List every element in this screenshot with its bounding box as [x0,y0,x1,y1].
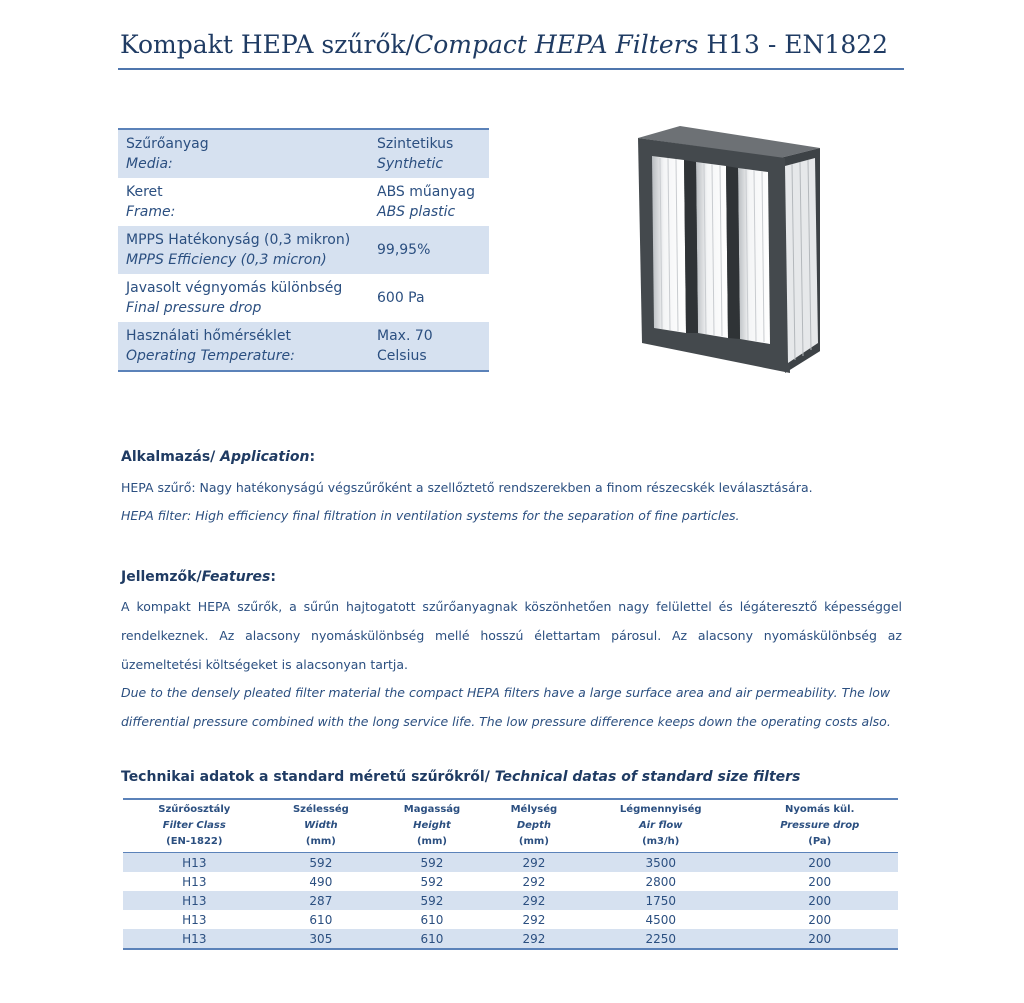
application-heading: Alkalmazás/ Application: [121,449,316,465]
table-row: H13 610 610 292 4500 200 [182,912,832,927]
tech-col-header: Szélesség Width (mm) [266,799,377,853]
spec-key-en: MPPS Efficiency (0,3 micron) [126,252,327,268]
spec-row-temperature [118,322,489,371]
spec-key-en: Operating Temperature: [126,348,295,364]
tech-heading: Technikai adatok a standard méretű szűrőkről/ Technical datas of standard size filters [121,769,801,785]
tech-col-header: Légmennyiség Air flow (m3/h) [580,799,741,853]
table-row: H13 305 610 292 2250 200 [123,929,898,949]
tech-col-header: Mélység Depth (mm) [488,799,580,853]
spec-key-hu: MPPS Hatékonyság (0,3 mikron) [126,232,351,248]
spec-value: 99,95% [369,226,489,274]
tech-header-row [123,799,898,853]
spec-key-en: Media: [126,156,173,172]
features-text-en: Due to the densely pleated filter material the compact HEPA filters have a large surface area and air permeability. The low differential pressure combined with the long service life. The low pressure difference keeps down the operating costs also. [121,685,891,729]
hepa-filter-image [620,118,820,378]
spec-key-hu: Szűrőanyag [126,136,209,152]
application-text-en: HEPA filter: High efficiency final filtration in ventilation systems for the separation of fine particles. [121,508,740,523]
tech-table [123,798,898,950]
tech-col-header: Magasság Height (mm) [376,799,488,853]
spec-value-hu: Szintetikus [377,136,454,152]
features-text-hu: A kompakt HEPA szűrők, a sűrűn hajtogatott szűrőanyagnak köszönhetően nagy felülettel és légáteresztő képességgel rendelkeznek. Az alacsony nyomáskülönbség mellé hosszú élettartam párosul. Az alacsony nyomáskülönbség az üzemeltetési költségeket is alacsonyan tartja. [121,599,902,672]
spec-value-en: Synthetic [377,156,444,172]
tech-col-header: Nyomás kül. Pressure drop (Pa) [741,799,898,853]
features-heading: Jellemzők/Features: [121,569,276,585]
title-en: Compact HEPA Filters [414,30,699,59]
spec-value: 600 Pa [377,290,425,306]
spec-row-pressure [118,274,489,322]
spec-key-hu: Javasolt végnyomás különbség [126,280,343,296]
spec-value-en: ABS plastic [377,204,456,220]
spec-row-media [118,129,489,178]
spec-value-hu: ABS műanyag [377,184,475,200]
table-row: H13 490 592 292 2800 200 [182,874,832,889]
spec-value: Max. 70 Celsius [369,322,489,371]
spec-row-frame [118,178,489,226]
spec-row-efficiency [118,226,489,274]
table-row: H13 592 592 292 3500 200 [123,853,898,873]
spec-key-en: Frame: [126,204,176,220]
title-suffix: H13 - EN1822 [698,30,889,59]
page-title [120,30,888,59]
tech-col-header: Szűrőosztály Filter Class (EN-1822) [123,799,266,853]
application-text-hu: HEPA szűrő: Nagy hatékonyságú végszűrőként a szellőztető rendszerekben a finom részecskék leválasztására. [121,480,813,495]
spec-key-hu: Keret [126,184,163,200]
spec-key-hu: Használati hőmérséklet [126,328,291,344]
spec-key-en: Final pressure drop [126,300,262,316]
spec-table [118,128,489,372]
title-divider [118,68,904,70]
table-row: H13 287 592 292 1750 200 [123,891,898,910]
title-hu: Kompakt HEPA szűrők/ [120,30,415,59]
